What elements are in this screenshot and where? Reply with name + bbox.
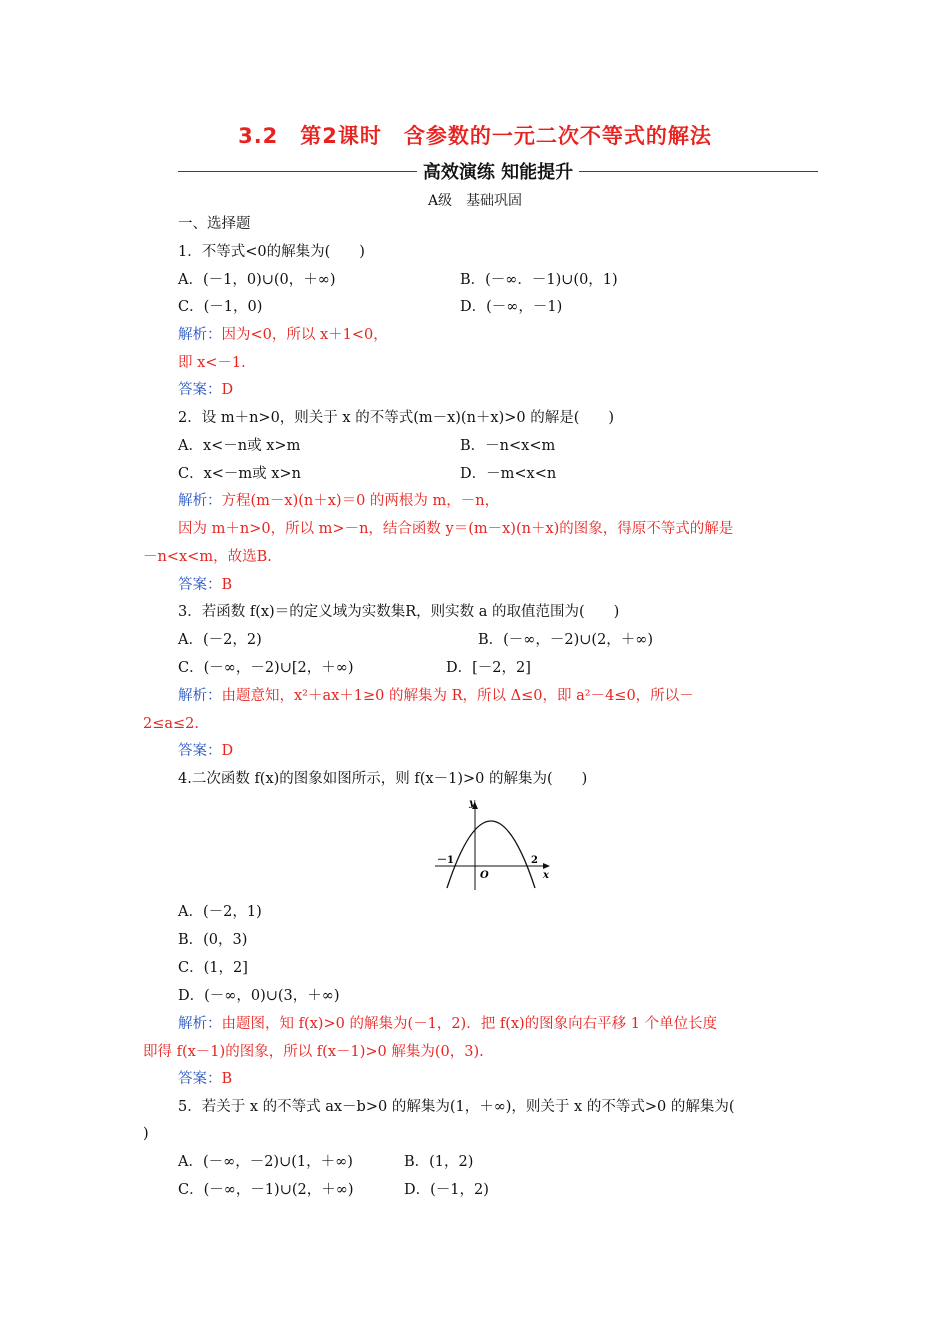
banner-text: 高效演练 知能提升 <box>417 162 579 183</box>
q4-option-b: B．(0，3) <box>178 932 248 948</box>
q4-answer-value: B <box>221 1071 233 1087</box>
q1-option-c: C．(－1，0) <box>178 299 263 315</box>
q4-answer <box>178 1069 232 1089</box>
q3-answer <box>178 741 233 761</box>
level-heading: A级 基础巩固 <box>427 193 523 209</box>
q5-option-b: B．(1，2) <box>404 1154 474 1170</box>
q3-answer-label: 答案： <box>178 743 222 759</box>
q2-analysis-text-1: 方程(m－x)(n＋x)＝0 的两根为 m，－n， <box>221 493 500 509</box>
q4-option-a: A．(－2，1) <box>178 904 262 920</box>
q5-option-c: C．(－∞，－1)∪(2，＋∞) <box>178 1182 354 1198</box>
q3-analysis-line-1 <box>178 686 694 706</box>
q2-analysis-line-3: －n<x<m，故选B. <box>143 549 272 565</box>
q3-answer-value: D <box>221 743 234 759</box>
q4-analysis-text-1: 由题图，知 f(x)>0 的解集为(－1，2)．把 f(x)的图象向右平移 1 个单位长度 <box>221 1016 718 1032</box>
section-heading: 一、选择题 <box>178 216 251 232</box>
q4-analysis-label: 解析： <box>178 1016 222 1032</box>
q1-analysis-line-2: 即 x<－1. <box>178 355 246 371</box>
x-axis-label: x <box>543 870 549 881</box>
q3-option-a: A．(－2，2) <box>178 632 262 648</box>
parabola-curve <box>447 821 535 888</box>
q3-option-c: C．(－∞，－2)∪[2，＋∞) <box>178 660 354 676</box>
q1-option-b: B．(－∞．－1)∪(0，1) <box>460 272 618 288</box>
q4-option-c: C．(1，2] <box>178 960 248 976</box>
q4-analysis-line-1 <box>178 1014 717 1034</box>
q1-answer <box>178 380 233 400</box>
q2-option-b: B．－n<x<m <box>460 438 556 454</box>
q2-analysis-line-1 <box>178 491 499 511</box>
q5-stem-line-1: 5．若关于 x 的不等式 ax－b>0 的解集为(1，＋∞)，则关于 x 的不等式>0 的解集为( <box>178 1099 735 1115</box>
q1-analysis-line-1 <box>178 325 388 345</box>
q3-option-d: D．[－2，2] <box>446 660 531 676</box>
q2-stem: 2．设 m＋n>0，则关于 x 的不等式(m－x)(n＋x)>0 的解是( ) <box>178 410 615 426</box>
q1-answer-label: 答案： <box>178 382 222 398</box>
q2-option-d: D．－m<x<n <box>460 466 557 482</box>
q2-analysis-label: 解析： <box>178 493 222 509</box>
q1-answer-value: D <box>221 382 234 398</box>
q1-analysis-label: 解析： <box>178 327 222 343</box>
y-axis-label: y <box>469 798 475 809</box>
q4-option-d: D．(－∞，0)∪(3，＋∞) <box>178 988 340 1004</box>
q1-stem: 1．不等式<0的解集为( ) <box>178 244 365 260</box>
q3-stem: 3．若函数 f(x)＝的定义域为实数集R，则实数 a 的取值范围为( ) <box>178 604 620 620</box>
q3-analysis-label: 解析： <box>178 688 222 704</box>
banner <box>178 158 818 184</box>
q5-option-d: D．(－1，2) <box>404 1182 489 1198</box>
q1-analysis-text-1: 因为<0，所以 x＋1<0， <box>221 327 388 343</box>
q5-stem-line-2: ) <box>143 1126 149 1142</box>
right-root-label: 2 <box>531 855 538 866</box>
q2-option-a: A．x<－n或 x>m <box>178 438 301 454</box>
q4-analysis-line-2: 即得 f(x－1)的图象，所以 f(x－1)>0 解集为(0，3). <box>143 1044 484 1060</box>
q1-option-a: A．(－1，0)∪(0，＋∞) <box>178 272 336 288</box>
x-axis-arrow <box>543 863 550 869</box>
q2-answer-label: 答案： <box>178 577 222 593</box>
q1-option-d: D．(－∞，－1) <box>460 299 563 315</box>
q2-analysis-line-2: 因为 m＋n>0，所以 m>－n，结合函数 y＝(m－x)(n＋x)的图象，得原不等式的解是 <box>178 521 734 537</box>
q4-stem: 4.二次函数 f(x)的图象如图所示，则 f(x－1)>0 的解集为( ) <box>178 771 588 787</box>
q2-answer-value: B <box>221 577 233 593</box>
q3-analysis-text-1: 由题意知，x²＋ax＋1≥0 的解集为 R，所以 Δ≤0，即 a²－4≤0，所以－ <box>221 688 694 704</box>
page-title: 3.2 第2课时 含参数的一元二次不等式的解法 <box>238 124 712 148</box>
q5-option-a: A．(－∞，－2)∪(1，＋∞) <box>178 1154 353 1170</box>
q2-option-c: C．x<－m或 x>n <box>178 466 301 482</box>
origin-label: O <box>480 870 489 881</box>
q3-option-b: B．(－∞，－2)∪(2，＋∞) <box>478 632 654 648</box>
q4-answer-label: 答案： <box>178 1071 222 1087</box>
q2-answer <box>178 575 232 595</box>
parabola-graph <box>425 796 555 892</box>
q3-analysis-line-2: 2≤a≤2. <box>143 716 200 732</box>
left-root-label: －1 <box>437 855 454 866</box>
